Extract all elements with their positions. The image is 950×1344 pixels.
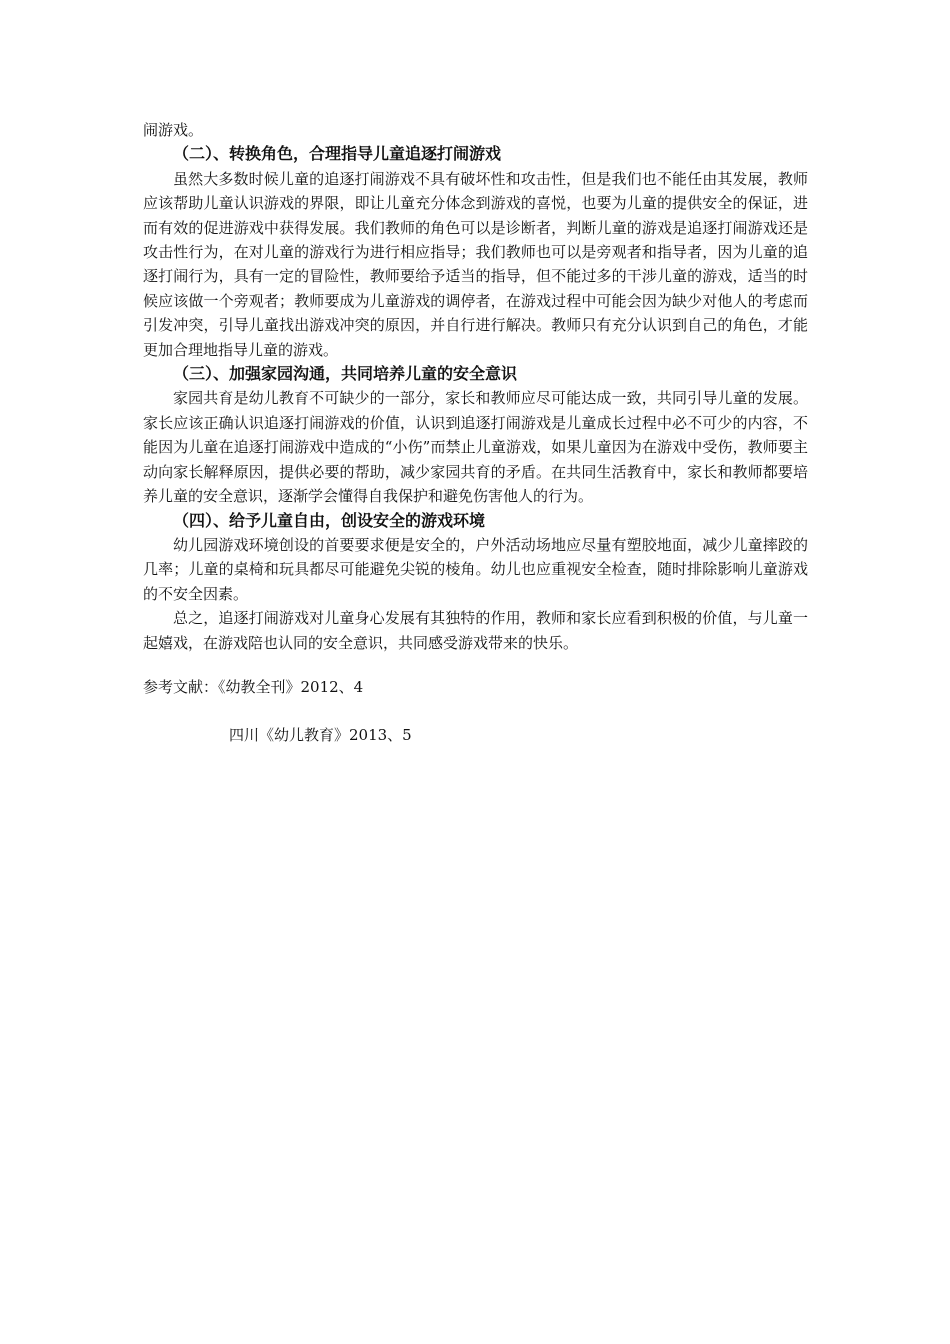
references-block (143, 675, 808, 747)
conclusion-paragraph: 总之，追逐打闹游戏对儿童身心发展有其独特的作用，教师和家长应看到积极的价值，与儿童一起嬉戏，在游戏陪也认同的安全意识，共同感受游戏带来的快乐。 (143, 609, 808, 652)
continuation-text: 闹游戏。 (143, 121, 204, 139)
reference-1: 参考文献：《幼教全刊》2012、4 (143, 677, 364, 696)
section-heading-4: （四）、给予儿童自由，创设安全的游戏环境 (173, 510, 486, 530)
section-2-paragraph-1: 虽然大多数时候儿童的追逐打闹游戏不具有破坏性和攻击性，但是我们也不能任由其发展，教师应该帮助儿童认识游戏的界限，即让儿童充分体念到游戏的喜悦，也要为儿童的提供安全的保证，进而有效的促进游戏中获得发展。我们教师的角色可以是诊断者，判断儿童的游戏是追逐打闹游戏还是攻击性行为，在对儿童的游戏行为进行相应指导；我们教师也可以是旁观者和指导者，因为儿童的追逐打闹行为，具有一定的冒险性，教师要给予适当的指导，但不能过多的干涉儿童的游戏，适当的时候应该做一个旁观者；教师要成为儿童游戏的调停者，在游戏过程中可能会因为缺少对他人的考虑而引发冲突，引导儿童找出游戏冲突的原因，并自行进行解决。教师只有充分认识到自己的角色，才能更加合理地指导儿童的游戏。 (143, 169, 808, 359)
section-4-paragraph-1: 幼儿园游戏环境创设的首要要求便是安全的，户外活动场地应尽量有塑胶地面，减少儿童摔跤的几率；儿童的桌椅和玩具都尽可能避免尖锐的棱角。幼儿也应重视安全检查，随时排除影响儿童游戏的不安全因素。 (143, 535, 808, 603)
reference-2: 四川《幼儿教育》2013、5 (229, 725, 412, 744)
section-3-paragraph-1: 家园共育是幼儿教育不可缺少的一部分，家长和教师应尽可能达成一致，共同引导儿童的发展。家长应该正确认识追逐打闹游戏的价值，认识到追逐打闹游戏是儿童成长过程中必不可少的内容，不能因为儿童在追逐打闹游戏中造成的“小伤”而禁止儿童游戏，如果儿童因为在游戏中受伤，教师要主动向家长解释原因，提供必要的帮助，减少家园共育的矛盾。在共同生活教育中，家长和教师都要培养儿童的安全意识，逐渐学会懂得自我保护和避免伤害他人的行为。 (143, 389, 808, 506)
section-heading-2: （二）、转换角色，合理指导儿童追逐打闹游戏 (173, 144, 502, 164)
document-page (143, 118, 808, 747)
section-heading-3: （三）、加强家园沟通，共同培养儿童的安全意识 (173, 364, 518, 384)
